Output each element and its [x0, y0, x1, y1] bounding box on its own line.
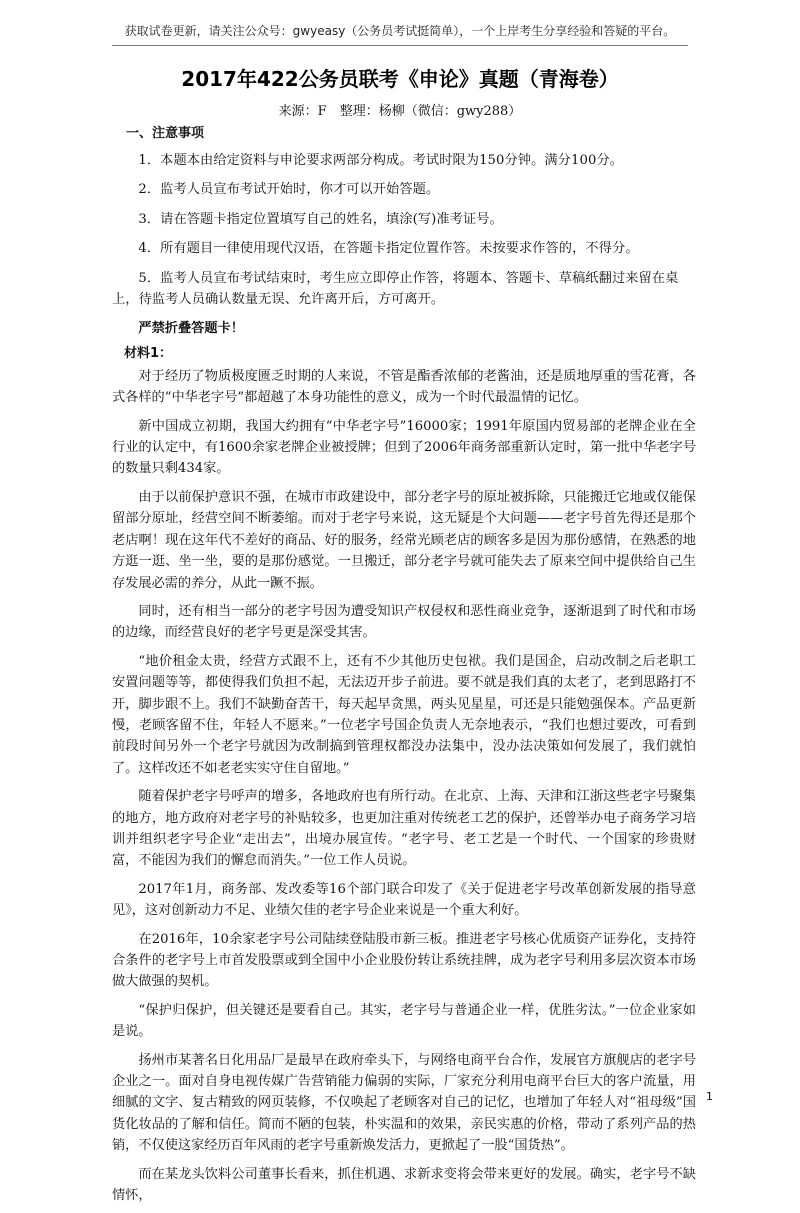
- material-paragraph: 同时，还有相当一部分的老字号因为遭受知识产权侵权和恶性商业竞争，逐渐退到了时代和市场的边缘，而经营良好的老字号更是深受其害。: [112, 603, 696, 641]
- notice-item: 4．所有题目一律使用现代汉语，在答题卡指定位置作答。未按要求作答的，不得分。: [138, 241, 639, 257]
- material-paragraph: 扬州市某著名日化用品厂是最早在政府牵头下，与网络电商平台合作，发展官方旗舰店的老字号企业之一。面对自身电视传媒广告营销能力偏弱的实际，厂家充分利用电商平台巨大的客户流量，用细腻的文字、复古精致的网页装修，不仅唤起了老顾客对自己的记忆，也增加了年轻人对“祖母级”国货化妆品的了解和信任。简而不陋的包装，朴实温和的效果，亲民实惠的价格，带动了系列产品的热销，不仅使这家经历百年风雨的老字号重新焕发活力，更掀起了一股“国货热”。: [112, 1052, 696, 1154]
- warning-text: 严禁折叠答题卡！: [138, 321, 244, 337]
- material-paragraph: “保护归保护，但关键还是要看自己。其实，老字号与普通企业一样，优胜劣汰。”一位企业家如是说。: [112, 1002, 696, 1040]
- material-paragraph: 随着保护老字号呼声的增多，各地政府也有所行动。在北京、上海、天津和江浙这些老字号聚集的地方，地方政府对老字号的补贴较多，也更加注重对传统老工艺的保护，还曾举办电子商务学习培训并组织老字号企业“走出去”，出境办展宣传。“老字号、老工艺是一个时代、一个国家的珍贵财富，不能因为我们的懈怠而消失。”一位工作人员说。: [112, 789, 696, 869]
- material-paragraph: 2017年1月，商务部、发改委等16个部门联合印发了《关于促进老字号改革创新发展的指导意见》，这对创新动力不足、业绩欠佳的老字号企业来说是一个重大利好。: [112, 881, 696, 919]
- material-paragraph: 在2016年，10余家老字号公司陆续登陆股市新三板。推进老字号核心优质资产证券化，支持符合条件的老字号上市首发股票或到全国中小企业股份转让系统挂牌，成为老字号利用多层次资本市场做大做强的契机。: [112, 931, 696, 990]
- notice-item: 2．监考人员宣布考试开始时，你才可以开始答题。: [138, 182, 440, 198]
- notice-item: 3．请在答题卡指定位置填写自己的姓名，填涂(写)准考证号。: [138, 211, 503, 227]
- header-divider: [112, 45, 688, 46]
- material-paragraph: 新中国成立初期，我国大约拥有“中华老字号”16000家；1991年原国内贸易部的老牌企业在全行业的认定中，有1600余家老牌企业被授牌；但到了2006年商务部重新认定时，第一批中华老字号的数量只剩434家。: [112, 418, 696, 477]
- material-paragraph: 由于以前保护意识不强，在城市市政建设中，部分老字号的原址被拆除，只能搬迁它地或仅能保留部分原址，经营空间不断萎缩。而对于老字号来说，这无疑是个大问题——老字号首先得还是那个老店啊！现在这年代不差好的商品、好的服务，经常光顾老店的顾客多是因为那份感情，在熟悉的地方逛一逛、坐一坐，要的是那份感觉。一旦搬迁，部分老字号就可能失去了原来空间中提供给自己生存发展必需的养分，从此一蹶不振。: [112, 489, 696, 591]
- notice-heading: 一、注意事项: [126, 126, 205, 141]
- document-body: [112, 124, 696, 1213]
- material-title: 材料1：: [124, 345, 173, 361]
- material-paragraph: “地价租金太贵，经营方式跟不上，还有不少其他历史包袱。我们是国企，启动改制之后老职工安置问题等等，都使得我们负担不起，无法迈开步子前进。要不就是我们真的太老了，老到思路打不开，脚步跟不上。我们不缺勤奋苦干，每天起早贪黑，两头见星星，可还是只能勉强保本。产品更新慢，老顾客留不住，年轻人不愿来。”一位老字号国企负责人无奈地表示，“我们也想过要改，可看到前段时间另外一个老字号就因为改制搞到管理权都没办法集中，没办法决策如何发展了，我们就怕了。这样改还不如老老实实守住自留地。”: [112, 653, 696, 776]
- document-source: 来源：F 整理：杨柳（微信：gwy288）: [278, 104, 522, 119]
- notice-item: 5．监考人员宣布考试结束时，考生应立即停止作答，将题本、答题卡、草稿纸翻过来留在桌上，待监考人员确认数量无误、允许离开后，方可离开。: [112, 270, 679, 308]
- header-note: 获取试卷更新，请关注公众号：gwyeasy（公务员考试挺简单），一个上岸考生分享经验和答疑的平台。: [124, 24, 676, 38]
- material-paragraph: 对于经历了物质极度匮乏时期的人来说，不管是酯香浓郁的老酱油，还是质地厚重的雪花膏，各式各样的“中华老字号”都超越了本身功能性的意义，成为一个时代最温情的记忆。: [112, 368, 696, 406]
- page-number: 1: [706, 1090, 713, 1103]
- notice-item: 1．本题本由给定资料与申论要求两部分构成。考试时限为150分钟。满分100分。: [138, 153, 624, 168]
- material-paragraph: 而在某龙头饮料公司董事长看来，抓住机遇、求新求变将会带来更好的发展。确实，老字号不缺情怀，: [112, 1166, 696, 1204]
- document-title: 2017年422公务员联考《申论》真题（青海卷）: [181, 67, 619, 91]
